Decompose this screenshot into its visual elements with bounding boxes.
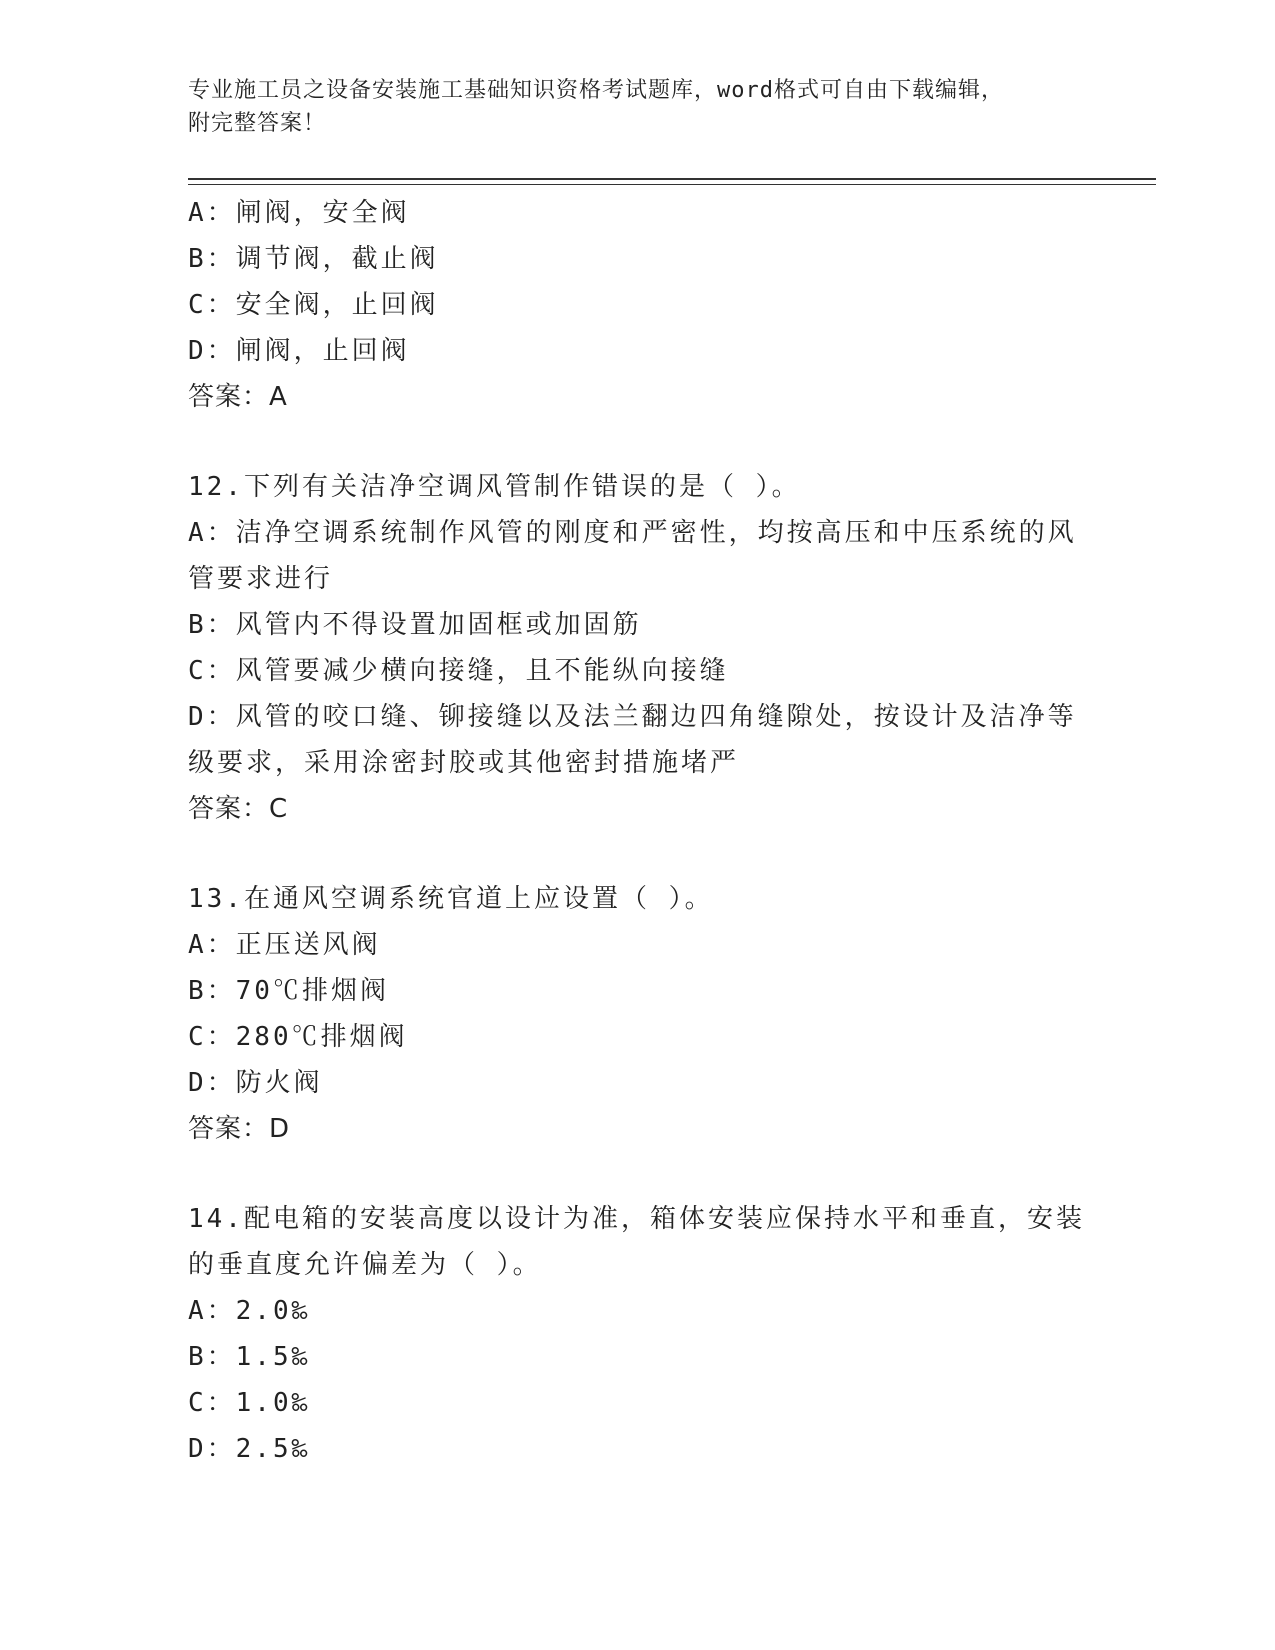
document-header — [188, 74, 1088, 140]
option-b: B：70℃排烟阀 — [188, 976, 389, 1006]
question-stem: 13.在通风空调系统官道上应设置（ ）。 — [188, 884, 714, 914]
question-11-options — [188, 190, 1088, 420]
question-stem: 14.配电箱的安装高度以设计为准，箱体安装应保持水平和垂直，安装 — [188, 1204, 1085, 1234]
option-c: C：280℃排烟阀 — [188, 1022, 408, 1052]
header-divider-thick — [188, 178, 1156, 180]
question-12 — [188, 464, 1088, 832]
question-stem-continued: 的垂直度允许偏差为（ ）。 — [188, 1250, 542, 1280]
option-c: C：风管要减少横向接缝，且不能纵向接缝 — [188, 656, 729, 686]
option-a-continued: 管要求进行 — [188, 564, 334, 594]
question-stem: 12.下列有关洁净空调风管制作错误的是（ ）。 — [188, 472, 801, 502]
option-c: C：1.0‰ — [188, 1388, 311, 1418]
option-d: D：防火阀 — [188, 1068, 323, 1098]
option-d-continued: 级要求，采用涂密封胶或其他密封措施堵严 — [188, 748, 740, 778]
header-line-1: 专业施工员之设备安装施工基础知识资格考试题库，word格式可自由下载编辑， — [188, 78, 1004, 103]
header-line-2: 附完整答案！ — [188, 111, 327, 136]
option-d: D：2.5‰ — [188, 1434, 311, 1464]
option-a: A：2.0‰ — [188, 1296, 311, 1326]
question-14 — [188, 1196, 1088, 1472]
option-d: D：闸阀，止回阀 — [188, 336, 410, 366]
option-d: D：风管的咬口缝、铆接缝以及法兰翻边四角缝隙处，按设计及洁净等 — [188, 702, 1077, 732]
answer: 答案：C — [188, 794, 289, 824]
option-c: C：安全阀，止回阀 — [188, 290, 439, 320]
option-b: B：1.5‰ — [188, 1342, 311, 1372]
option-a: A：洁净空调系统制作风管的刚度和严密性，均按高压和中压系统的风 — [188, 518, 1077, 548]
spacer — [188, 832, 1088, 876]
question-content — [188, 190, 1088, 1472]
option-a: A：正压送风阀 — [188, 930, 381, 960]
spacer — [188, 420, 1088, 464]
option-b: B：风管内不得设置加固框或加固筋 — [188, 610, 642, 640]
answer: 答案：D — [188, 1114, 291, 1144]
spacer — [188, 1152, 1088, 1196]
question-13 — [188, 876, 1088, 1152]
header-divider-thin — [188, 184, 1156, 185]
answer: 答案：A — [188, 382, 288, 412]
option-b: B：调节阀，截止阀 — [188, 244, 439, 274]
option-a: A：闸阀，安全阀 — [188, 198, 410, 228]
